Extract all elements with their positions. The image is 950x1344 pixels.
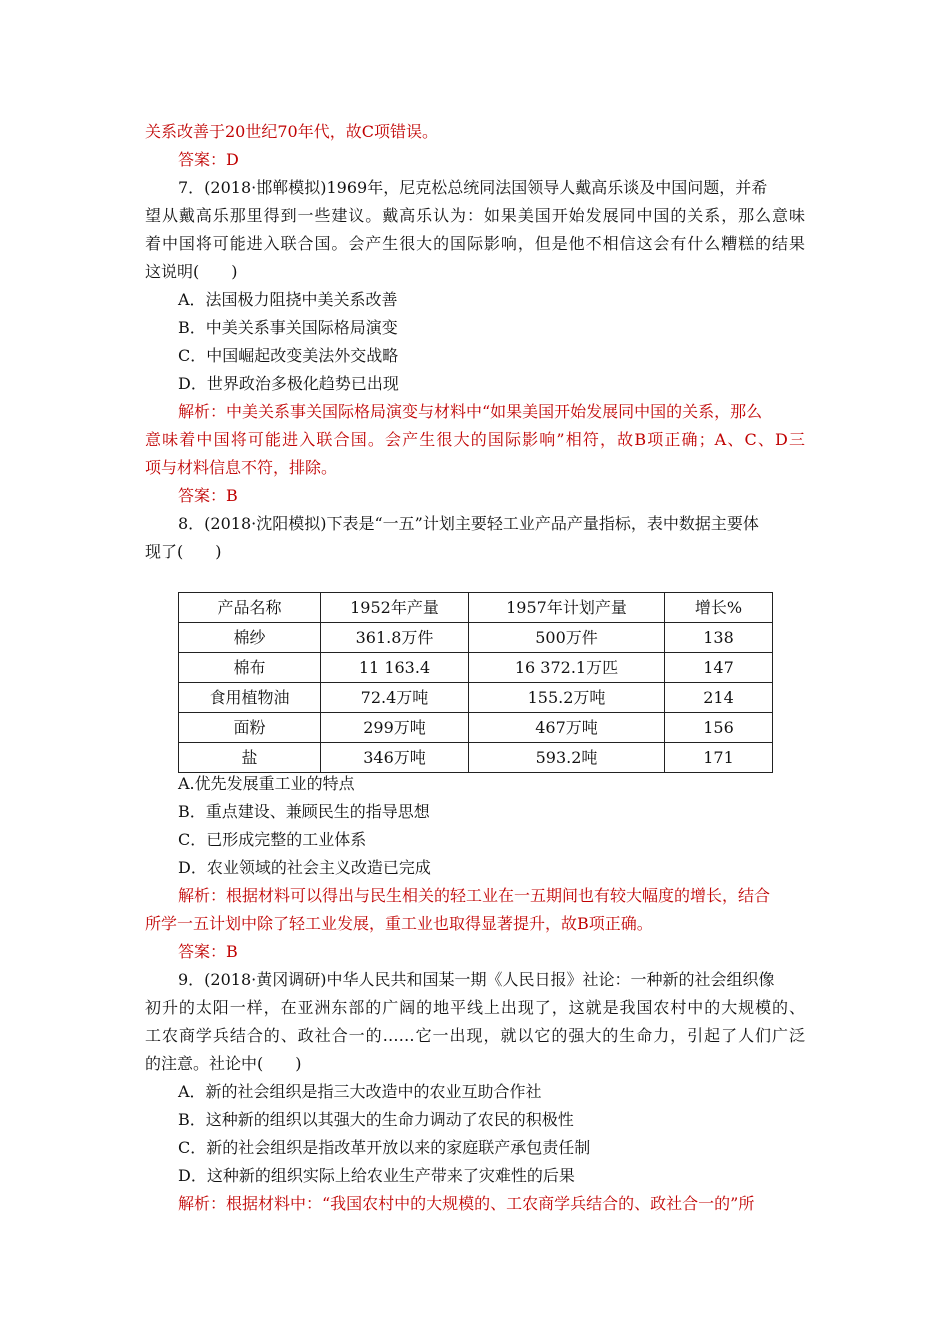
analysis-line: 解析：根据材料中：“我国农村中的大规模的、工农商学兵结合的、政社合一的”所 bbox=[178, 1194, 755, 1213]
option-c: C．已形成完整的工业体系 bbox=[178, 830, 367, 849]
text-line: 这说明( ) bbox=[145, 262, 238, 281]
analysis-line: 意味着中国将可能进入联合国。会产生很大的国际影响”相符，故B项正确；A、C、D三 bbox=[145, 430, 805, 449]
option-d: D．世界政治多极化趋势已出现 bbox=[178, 374, 399, 393]
question-8-stem: 8．(2018·沈阳模拟)下表是“一五”计划主要轻工业产品产量指标，表中数据主要体 bbox=[178, 514, 759, 533]
table-header-cell: 1957年计划产量 bbox=[469, 593, 665, 623]
question-9-stem: 9．(2018·黄冈调研)中华人民共和国某一期《人民日报》社论：一种新的社会组织像 bbox=[178, 970, 775, 989]
text-line: 初升的太阳一样，在亚洲东部的广阔的地平线上出现了，这就是我国农村中的大规模的、 bbox=[145, 998, 805, 1017]
table-cell: 500万件 bbox=[469, 623, 665, 653]
answer-line: 答案：B bbox=[178, 942, 238, 961]
table-cell: 138 bbox=[665, 623, 773, 653]
text-line: 望从戴高乐那里得到一些建议。戴高乐认为：如果美国开始发展同中国的关系，那么意味 bbox=[145, 206, 805, 225]
table-cell: 299万吨 bbox=[321, 713, 469, 743]
table-cell: 156 bbox=[665, 713, 773, 743]
production-table bbox=[178, 592, 773, 773]
table-cell: 214 bbox=[665, 683, 773, 713]
option-c: C．中国崛起改变美法外交战略 bbox=[178, 346, 399, 365]
text-line: 工农商学兵结合的、政社合一的……它一出现，就以它的强大的生命力，引起了人们广泛 bbox=[145, 1026, 805, 1045]
table-cell: 11 163.4 bbox=[321, 653, 469, 683]
analysis-line: 项与材料信息不符，排除。 bbox=[145, 458, 338, 477]
table-cell: 467万吨 bbox=[469, 713, 665, 743]
option-a: A．新的社会组织是指三大改造中的农业互助合作社 bbox=[178, 1082, 542, 1101]
table-row bbox=[179, 743, 773, 773]
analysis-line: 所学一五计划中除了轻工业发展，重工业也取得显著提升，故B项正确。 bbox=[145, 914, 653, 933]
question-7-stem: 7．(2018·邯郸模拟)1969年，尼克松总统同法国领导人戴高乐谈及中国问题，并希 bbox=[178, 178, 768, 197]
text-line: 关系改善于20世纪70年代，故C项错误。 bbox=[145, 122, 438, 141]
option-b: B．重点建设、兼顾民生的指导思想 bbox=[178, 802, 430, 821]
table-cell: 155.2万吨 bbox=[469, 683, 665, 713]
answer-line: 答案：D bbox=[178, 150, 239, 169]
table-cell: 147 bbox=[665, 653, 773, 683]
option-b: B．中美关系事关国际格局演变 bbox=[178, 318, 398, 337]
table-cell: 171 bbox=[665, 743, 773, 773]
option-d: D．农业领域的社会主义改造已完成 bbox=[178, 858, 431, 877]
option-b: B．这种新的组织以其强大的生命力调动了农民的积极性 bbox=[178, 1110, 574, 1129]
table-cell: 593.2吨 bbox=[469, 743, 665, 773]
table-cell: 食用植物油 bbox=[179, 683, 321, 713]
table-row bbox=[179, 653, 773, 683]
option-a: A.优先发展重工业的特点 bbox=[178, 774, 355, 793]
table-row bbox=[179, 713, 773, 743]
table-row bbox=[179, 623, 773, 653]
table-cell: 棉布 bbox=[179, 653, 321, 683]
table-header-cell: 1952年产量 bbox=[321, 593, 469, 623]
analysis-line: 解析：根据材料可以得出与民生相关的轻工业在一五期间也有较大幅度的增长，结合 bbox=[178, 886, 771, 905]
answer-line: 答案：B bbox=[178, 486, 238, 505]
option-d: D．这种新的组织实际上给农业生产带来了灾难性的后果 bbox=[178, 1166, 575, 1185]
text-line: 着中国将可能进入联合国。会产生很大的国际影响，但是他不相信这会有什么糟糕的结果 bbox=[145, 234, 805, 253]
text-line: 现了( ) bbox=[145, 542, 222, 561]
table-cell: 346万吨 bbox=[321, 743, 469, 773]
analysis-line: 解析：中美关系事关国际格局演变与材料中“如果美国开始发展同中国的关系，那么 bbox=[178, 402, 763, 421]
table-cell: 72.4万吨 bbox=[321, 683, 469, 713]
table-row bbox=[179, 683, 773, 713]
table-header-row bbox=[179, 593, 773, 623]
table-header-cell: 产品名称 bbox=[179, 593, 321, 623]
table-cell: 盐 bbox=[179, 743, 321, 773]
table-cell: 棉纱 bbox=[179, 623, 321, 653]
table-cell: 361.8万件 bbox=[321, 623, 469, 653]
option-c: C．新的社会组织是指改革开放以来的家庭联产承包责任制 bbox=[178, 1138, 591, 1157]
text-line: 的注意。社论中( ) bbox=[145, 1054, 302, 1073]
option-a: A．法国极力阻挠中美关系改善 bbox=[178, 290, 398, 309]
table-header-cell: 增长% bbox=[665, 593, 773, 623]
table-cell: 16 372.1万匹 bbox=[469, 653, 665, 683]
table-cell: 面粉 bbox=[179, 713, 321, 743]
